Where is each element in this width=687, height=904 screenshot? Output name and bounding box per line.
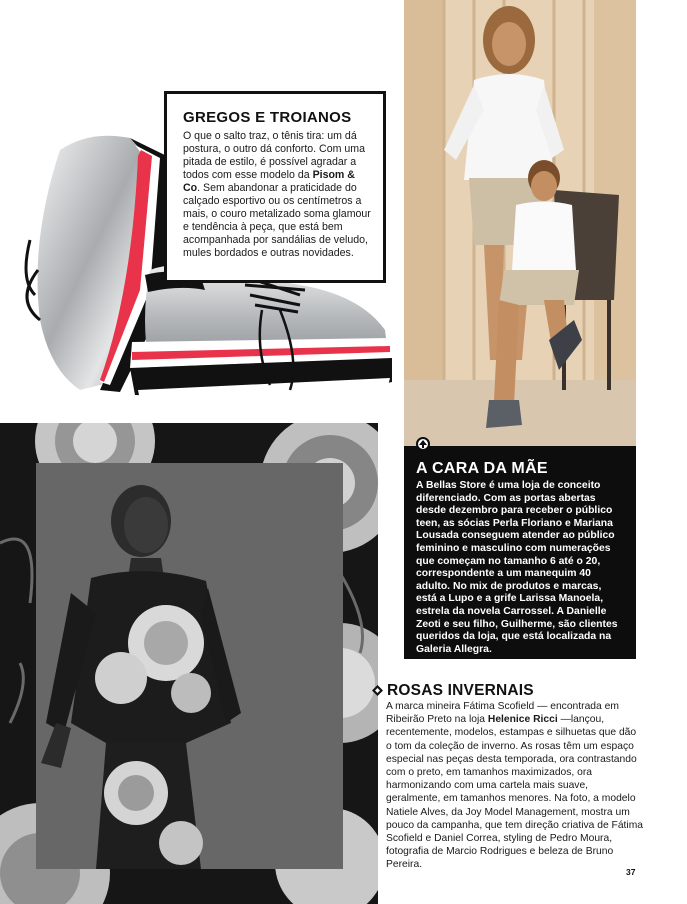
model-photo <box>36 463 343 869</box>
page-number: 37 <box>626 867 636 877</box>
mae-brand: Bellas Store <box>426 480 487 491</box>
gregos-text-1: O que o salto traz, o tênis tira: um dá postura, o outro dá conforto. Com uma pitada de estilo, é possível agradar a todos com esse modelo da <box>183 130 365 181</box>
gregos-text-2: . Sem abandonar a praticidade do calçado esportivo ou os centímetros a mais, o couro metalizado soma glamour e tendência à peça, que está bem acompanhada por sandálias de veludo, mules bordados e outras novidades. <box>183 182 371 259</box>
rosas-brand: Helenice Ricci <box>487 714 558 726</box>
mae-text-2: é uma loja de conceito diferenciado. Com as portas abertas desde dezembro para receber o público teen, as sócias Perla Floriano e Mariana Lousada conseguem atender ao público feminino e masculino com numerações que começam no tamanho 6 até o 20, correspondente a um manequim 40 adulto. No mix de produtos e marcas, está a Lupo e a grife Larissa Manoela, estrela da novela Carrossel. A Danielle Zeoti e seu filho, Guilherme, são clientes queridos da loja, que está localizada na Galeria Allegra. <box>416 480 618 655</box>
front-sneaker <box>130 265 392 401</box>
arrow-up-icon <box>416 437 430 451</box>
mother-son-photo <box>404 0 636 446</box>
diamond-icon <box>372 685 383 696</box>
gregos-text <box>183 130 373 260</box>
gregos-brand: Pisom & Co <box>183 169 355 194</box>
rosas-title: ROSAS INVERNAIS <box>387 682 534 699</box>
mae-text <box>416 480 624 656</box>
mae-text-1: A <box>416 480 427 491</box>
gregos-title: GREGOS E TROIANOS <box>183 109 352 126</box>
rosas-text-1: A marca mineira Fátima Scofield — encontrada em Ribeirão Preto na loja <box>386 701 619 726</box>
rosas-text-2: —lançou, recentemente, modelos, estampas e silhuetas que dão o tom da coleção de inverno. As rosas têm um espaço especial nas peças desta temporada, ora contrastando com o preto, em tamanhos maximizados, ora harmonizando com uma cartela mais suave, geralmente, em tamanhos menores. Na foto, a modelo Natiele Alves, da Joy Model Management, mostra um pouco da campanha, que tem direção criativa de Fátima Scofield e Daniel Correa, styling de Pedro Moura, fotografia de Marcio Rodrigues e beleza de Bruno Pereira. <box>386 714 643 871</box>
gregos-troianos-box <box>164 91 386 283</box>
rosas-text <box>386 700 644 872</box>
mae-title: A CARA DA MÃE <box>416 460 548 477</box>
cara-da-mae-box <box>404 446 636 659</box>
